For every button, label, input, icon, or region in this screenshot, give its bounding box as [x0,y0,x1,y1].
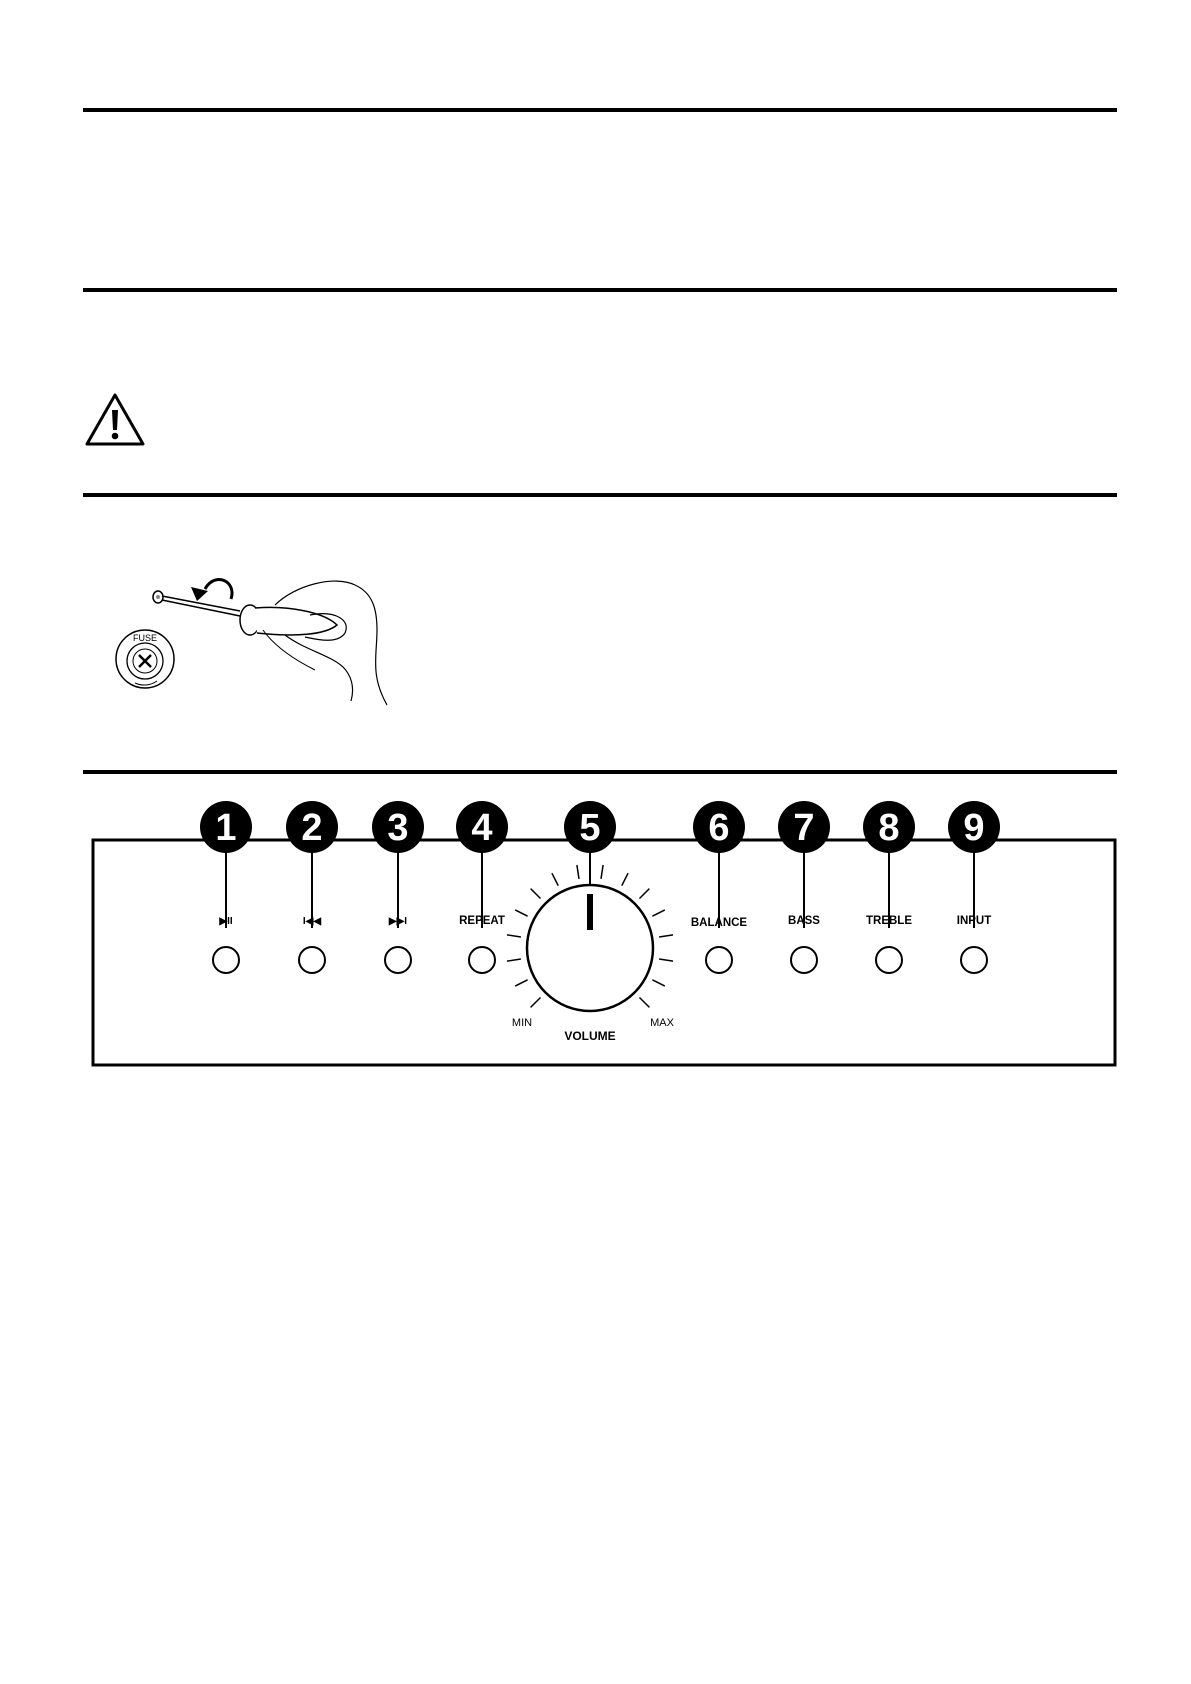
next-label: ▶▶I [388,916,408,927]
callout-number: 4 [471,807,493,849]
next-track-button[interactable] [385,947,411,973]
section-divider [83,108,1117,112]
volume-tick [515,980,527,986]
volume-tick [577,865,579,879]
callout-number: 7 [793,807,815,849]
treble-label: TREBLE [866,915,912,927]
input-label: INPUT [956,915,992,927]
callout-8 [863,801,915,853]
callout-5 [564,801,616,853]
volume-tick [640,889,650,899]
balance-label: BALANCE [690,917,748,929]
previous-label: I◀◀ [302,916,322,927]
fuse-label: FUSE [132,633,158,643]
callout-number: 9 [963,807,985,849]
section-divider [83,493,1117,497]
volume-tick [601,865,603,879]
volume-tick [659,959,673,961]
volume-tick [507,959,521,961]
callout-number: 3 [387,807,409,849]
control-panel-diagram [90,800,1120,1070]
warning-icon [84,392,146,447]
volume-tick [640,998,650,1008]
callout-4 [456,801,508,853]
callout-number: 5 [579,807,601,849]
volume-label: VOLUME [564,1029,616,1043]
callout-number: 8 [878,807,900,849]
volume-min-label: MIN [511,1017,533,1029]
volume-tick [552,873,558,885]
bass-label: BASS [788,915,820,927]
volume-tick [507,935,521,937]
treble-knob[interactable] [876,947,902,973]
balance-knob[interactable] [706,947,732,973]
section-divider [83,288,1117,292]
bass-knob[interactable] [791,947,817,973]
previous-track-button[interactable] [299,947,325,973]
volume-tick [531,889,541,899]
callout-9 [948,801,1000,853]
play-pause-label: ▶II [219,916,233,927]
callout-number: 6 [708,807,730,849]
callout-2 [286,801,338,853]
callout-number: 1 [215,807,237,849]
volume-tick [659,935,673,937]
volume-tick [515,910,527,916]
volume-tick [652,910,664,916]
callout-1 [200,801,252,853]
section-divider [83,770,1117,774]
callout-3 [372,801,424,853]
callout-6 [693,801,745,853]
fuse-replacement-illustration [115,575,405,715]
play-pause-button[interactable] [213,947,239,973]
repeat-button[interactable] [469,947,495,973]
volume-tick [622,873,628,885]
input-button[interactable] [961,947,987,973]
volume-tick [531,998,541,1008]
volume-tick [652,980,664,986]
callout-number: 2 [301,807,323,849]
repeat-label: REPEAT [459,915,505,927]
callout-7 [778,801,830,853]
volume-max-label: MAX [650,1017,674,1029]
